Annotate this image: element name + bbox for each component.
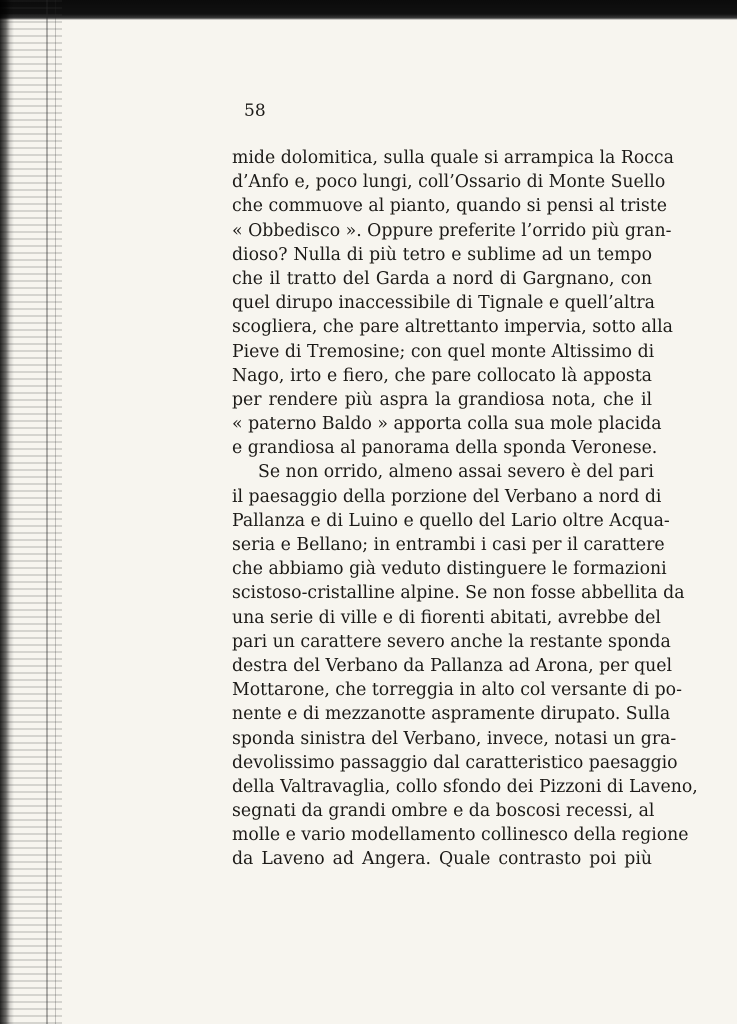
text-line: che abbiamo già veduto distinguere le formazioni — [232, 559, 667, 580]
text-line: destra del Verbano da Pallanza ad Arona, per quel — [232, 655, 673, 676]
text-line: della Valtravaglia, collo sfondo dei Pizzoni di Laveno, — [232, 776, 698, 797]
text-line: « Obbedisco ». Oppure preferite l’orrido più gran- — [232, 220, 672, 241]
text-line: d’Anfo e, poco lungi, coll’Ossario di Monte Suello — [232, 172, 666, 193]
text-line: e grandiosa al panorama della sponda Veronese. — [232, 438, 658, 459]
text-line: « paterno Baldo » apporta colla sua mole placida — [232, 414, 662, 435]
text-line: segnati da grandi ombre e da boscosi recessi, al — [232, 801, 655, 822]
text-line: una serie di ville e di fiorenti abitati, avrebbe del — [232, 607, 661, 628]
scan-top-edge — [0, 0, 737, 20]
text-line: scogliera, che pare altrettanto impervia, sotto alla — [232, 317, 673, 338]
text-line: Pieve di Tremosine; con quel monte Altissimo di — [232, 341, 655, 362]
body-text — [232, 146, 698, 872]
spine-fold-line-inner — [55, 0, 56, 1024]
text-line: che commuove al pianto, quando si pensi al triste — [232, 196, 667, 217]
text-line: scistoso-cristalline alpine. Se non fosse abbellita da — [232, 583, 685, 604]
spine-fold-line — [46, 0, 48, 1024]
text-line: molle e vario modellamento collinesco della regione — [232, 825, 689, 846]
text-line: quel dirupo inaccessibile di Tignale e quell’altra — [232, 293, 655, 314]
text-line: per rendere più aspra la grandiosa nota, che il — [232, 389, 652, 410]
text-line: pari un carattere severo anche la restante sponda — [232, 631, 671, 652]
text-line: Se non orrido, almeno assai severo è del pari — [258, 462, 654, 483]
text-line: che il tratto del Garda a nord di Gargnano, con — [232, 268, 652, 289]
text-line: da Laveno ad Angera. Quale contrasto poi più — [232, 849, 652, 870]
text-line: mide dolomitica, sulla quale si arrampica la Rocca — [232, 148, 674, 168]
text-line: dioso? Nulla di più tetro e sublime ad un tempo — [232, 244, 652, 265]
text-line: Pallanza e di Luino e quello del Lario oltre Acqua- — [232, 510, 670, 531]
text-line: Mottarone, che torreggia in alto col versante di po- — [232, 680, 682, 701]
text-line: devolissimo passaggio dal caratteristico paesaggio — [232, 752, 678, 773]
text-line: seria e Bellano; in entrambi i casi per il carattere — [232, 535, 665, 555]
page-number: 58 — [244, 101, 266, 121]
book-spine-shadow — [0, 0, 62, 1024]
text-line: Nago, irto e fiero, che pare collocato là apposta — [232, 365, 652, 386]
text-line: il paesaggio della porzione del Verbano a nord di — [232, 486, 662, 507]
text-line: nente e di mezzanotte aspramente dirupato. Sulla — [232, 704, 671, 725]
text-line: sponda sinistra del Verbano, invece, notasi un gra- — [232, 728, 677, 749]
